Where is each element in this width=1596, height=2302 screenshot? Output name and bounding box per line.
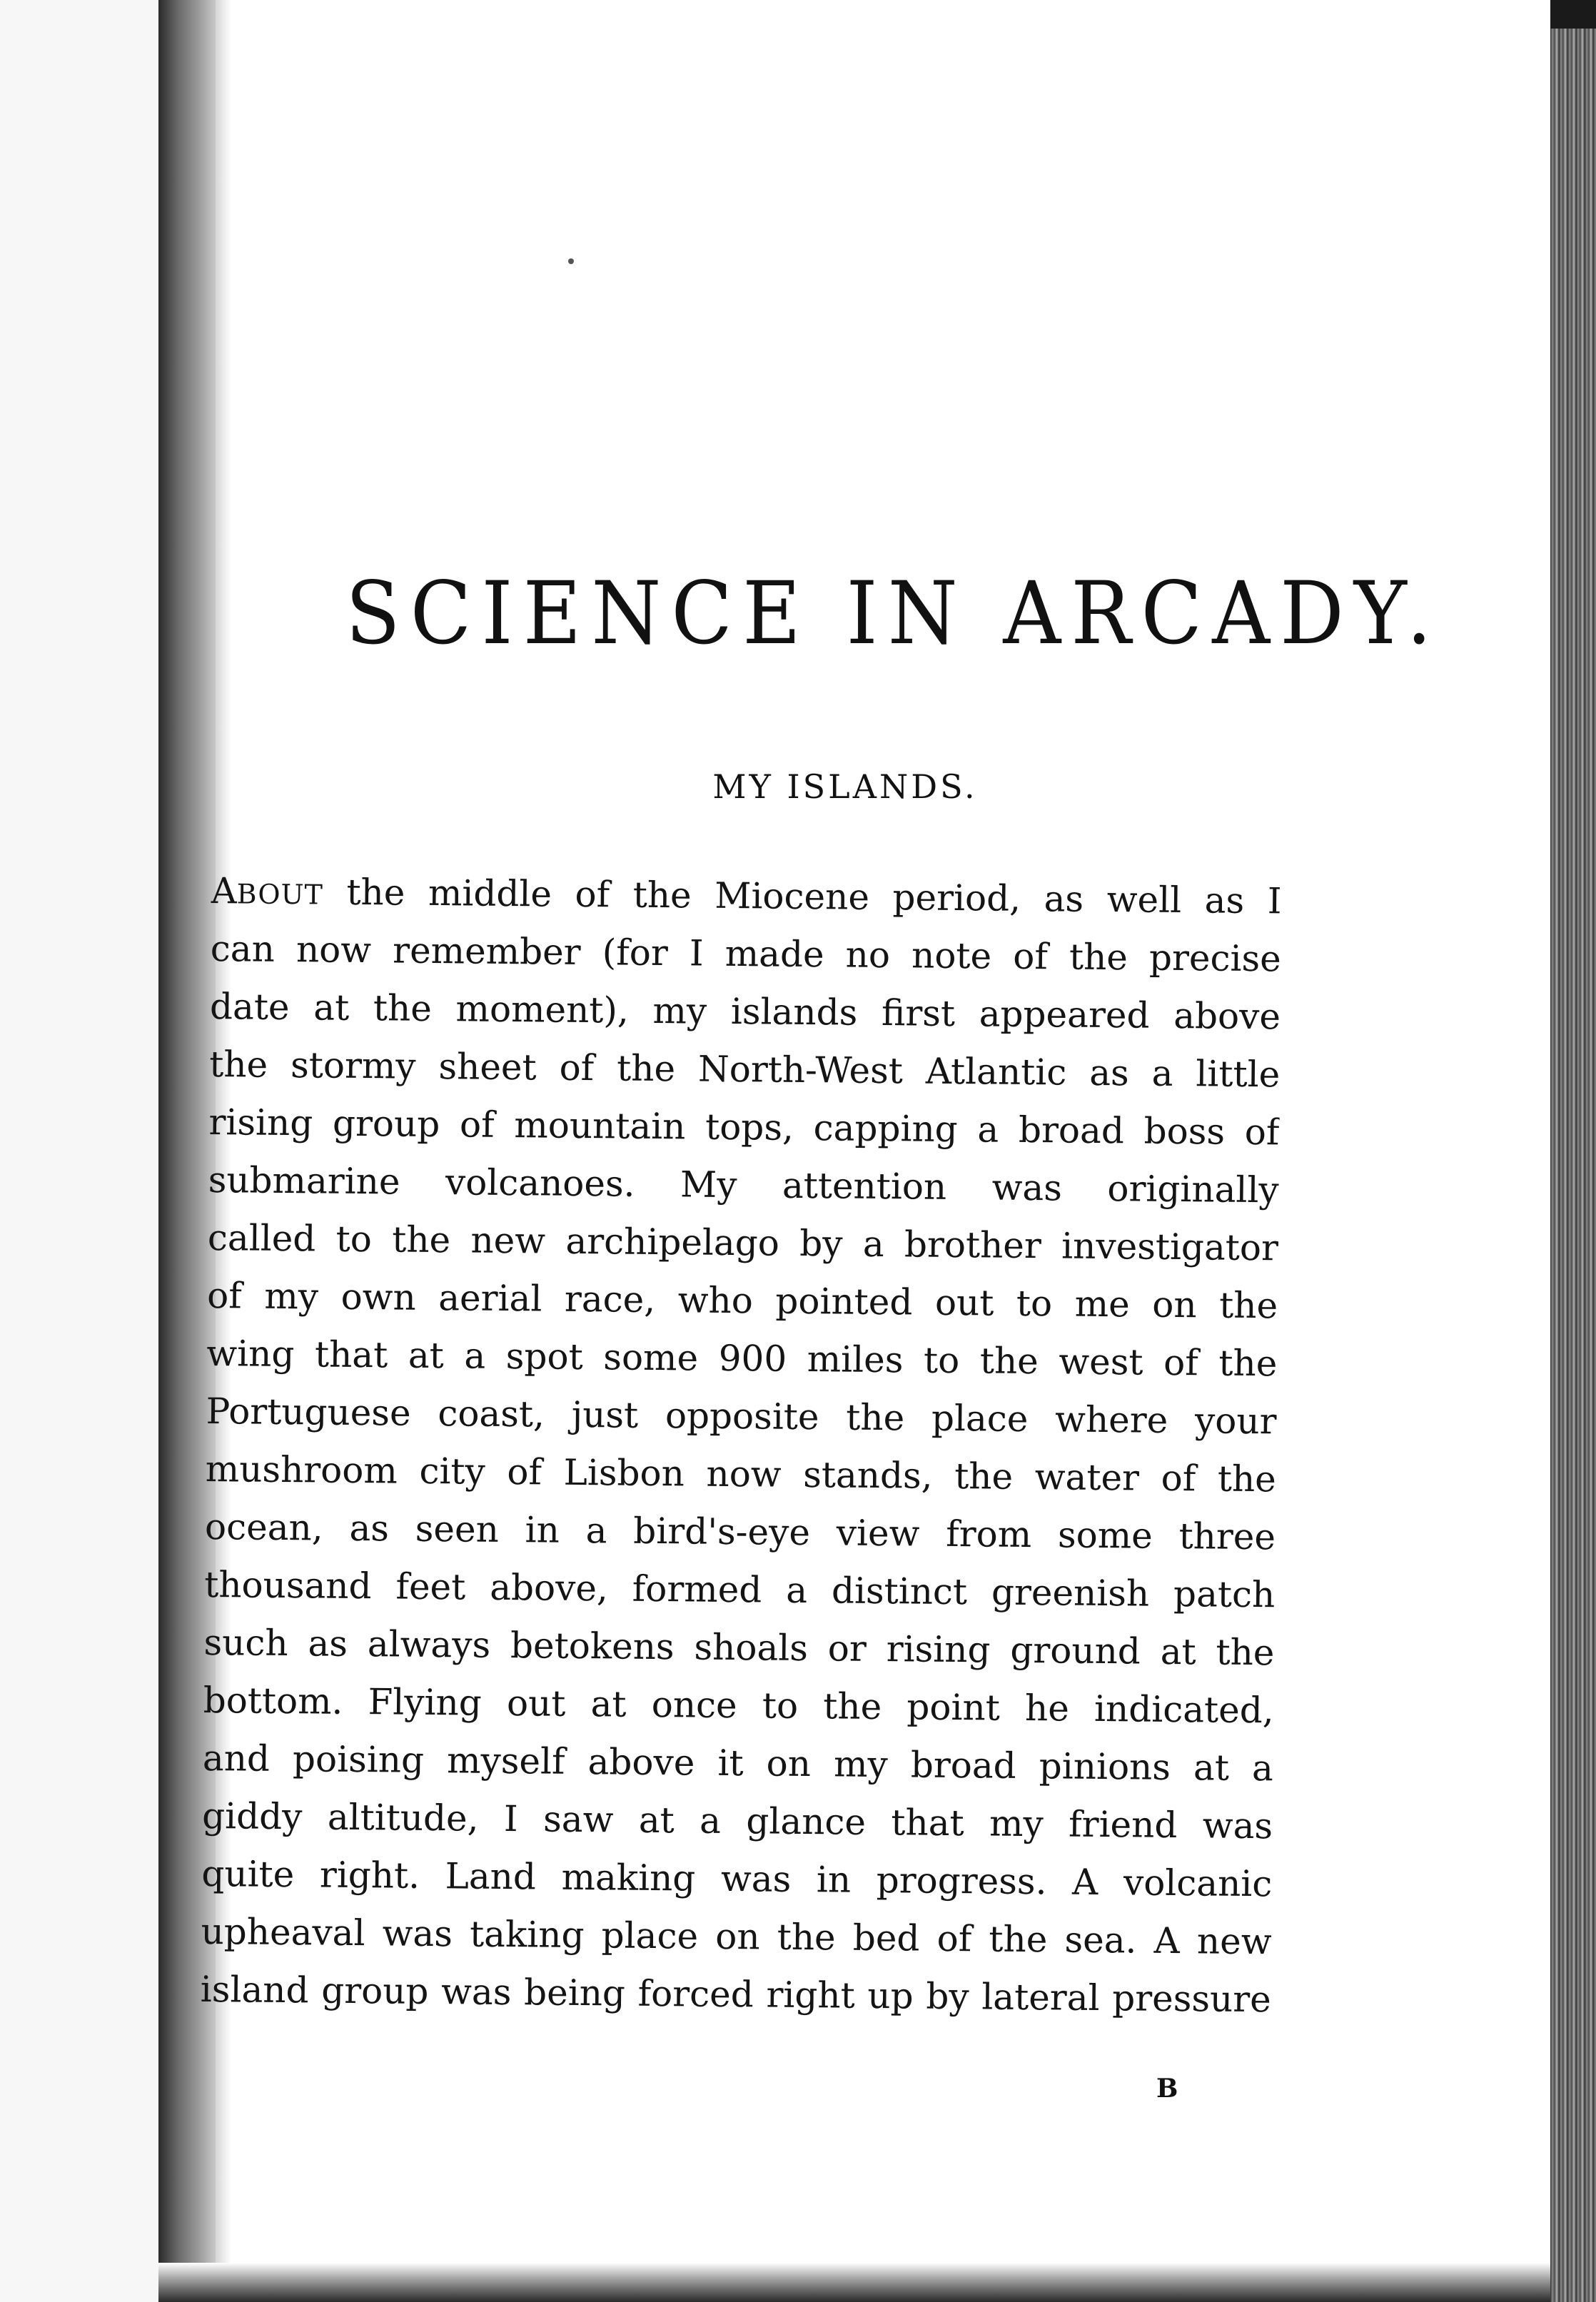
text-line-18: quite right. Land making was in progress. A volcanic [201,1852,1273,1905]
text-line-17: giddy altitude, I saw at a glance that my friend was [201,1794,1273,1847]
text-line-5: rising group of mountain tops, capping a broad boss of [208,1101,1280,1153]
text-line-1 [211,862,1282,930]
text-line-15: bottom. Flying out at once to the point he indicated, [203,1679,1274,1732]
chapter-title: MY ISLANDS. [712,767,978,806]
ink-speck [568,258,574,264]
text-line-13: thousand feet above, formed a distinct greenish patch [204,1563,1276,1616]
text-line-3: date at the moment), my islands first appeared above [209,985,1281,1038]
text-line-12: ocean, as seen in a bird's-eye view from some three [204,1505,1276,1558]
text-line-9: wing that at a spot some 900 miles to the west of the [206,1332,1278,1385]
text-line-2: can now remember (for I made no note of the precise [210,927,1282,980]
small-caps-word: BOUT [236,878,324,911]
page-bottom-shadow [158,2263,1550,2302]
signature-mark: B [1156,2074,1178,2104]
text-line-4: the stormy sheet of the North-West Atlantic as a little [209,1043,1281,1096]
text-line-19: upheaval was taking place on the bed of the sea. A new [201,1910,1272,1963]
facing-page-margin [0,0,158,2302]
text-line-11: mushroom city of Lisbon now stands, the water of the [205,1448,1277,1500]
drop-initial: A [211,869,238,912]
page-stack-edge [1550,0,1596,2302]
text-line-10: Portuguese coast, just opposite the place where your [206,1390,1277,1443]
text-line-6: submarine volcanoes. My attention was originally [208,1158,1279,1211]
text-line-16: and poising myself above it on my broad pinions at a [202,1737,1274,1789]
page-body [200,0,1550,2263]
chapter-paragraph [200,862,1281,2029]
first-line-text: the middle of the Miocene period, as well as I [323,871,1282,922]
text-line-7: called to the new archipelago by a brother investigator [207,1216,1279,1269]
text-line-20: island group was being forced right up by lateral pressure [200,1968,1272,2021]
text-line-8: of my own aerial race, who pointed out to me on the [206,1274,1278,1327]
book-title: SCIENCE IN ARCADY. [345,564,1443,665]
text-line-14: such as always betokens shoals or rising ground at the [203,1621,1275,1674]
